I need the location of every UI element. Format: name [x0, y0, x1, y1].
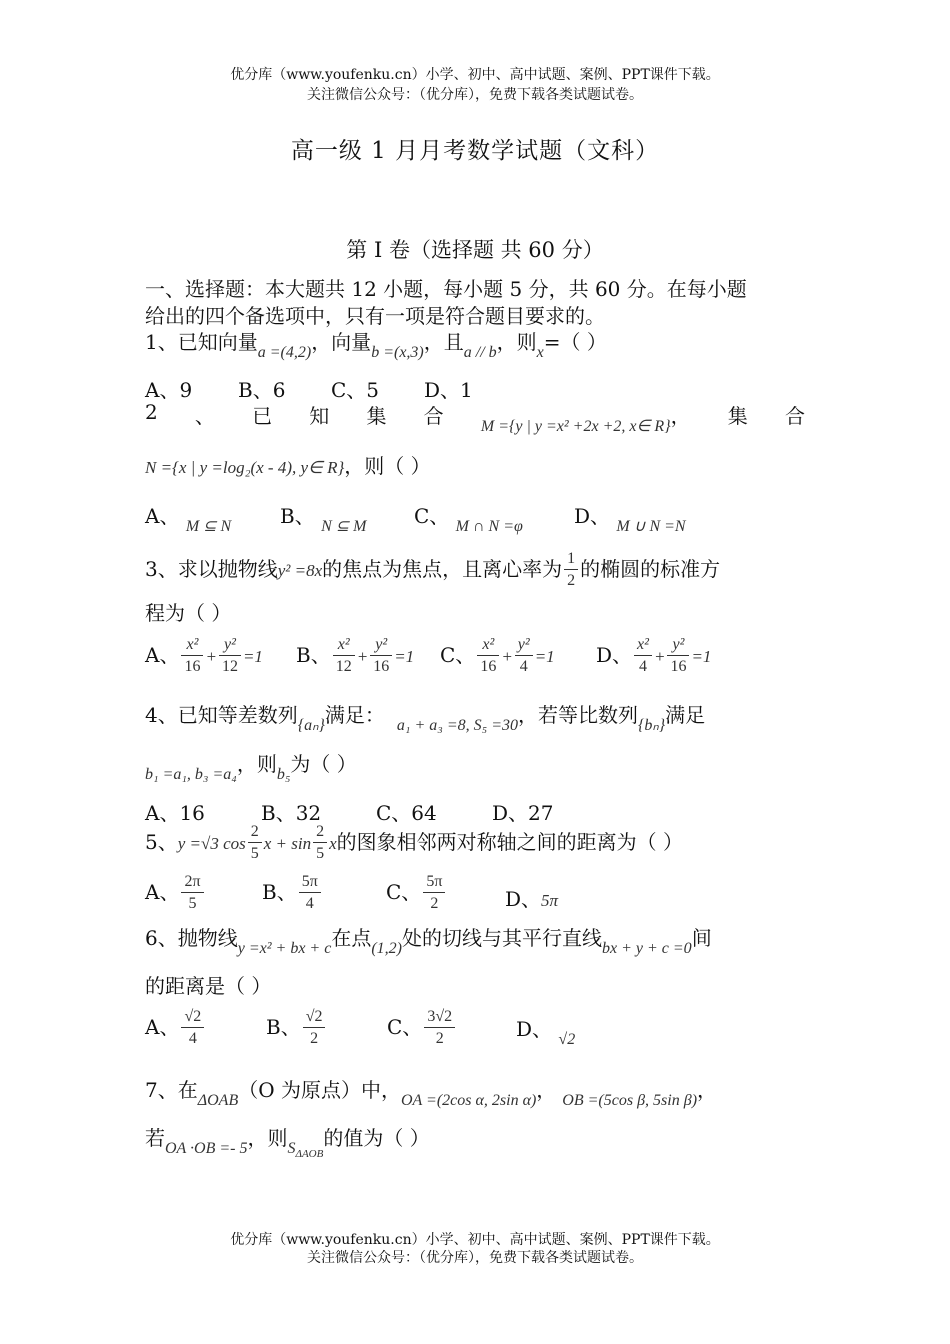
q1-option-c: C、5	[331, 378, 380, 402]
q6-option-a: A、 $\frac{√2}{4}$	[145, 1007, 206, 1050]
q7-math-triangle: ΔOAB	[197, 1092, 239, 1109]
question-5: 5、y =√3 cos $\frac{2}{5}$ x + sin $\frac{2}{5}$ x的图象相邻两对称轴之间的距离为（ ）	[145, 823, 684, 862]
q3-option-d: D、 $\frac{\text{x²}}{4}$ + $\frac{\text{y²}}{16}$ =1	[596, 636, 712, 675]
question-2-line-2	[145, 450, 431, 479]
q7-math-oa: OA =(2cos α, 2sin α)	[401, 1092, 537, 1109]
q2-text: 合	[784, 404, 805, 428]
q1-math-x: x	[536, 344, 544, 361]
q4-math-conditions: a₁ + a₃ =8, S₅ =30	[396, 717, 518, 734]
intro-line-2: 给出的四个备选项中，只有一项是符合题目要求的。	[145, 304, 605, 328]
question-6-line-1: 6、抛物线$_{y =x^2 + bx + c}$在点$_{(1,2)}$处的切线与其平行直线$_{bx + y + c =0}$间	[145, 926, 712, 957]
q1-option-d: D、1	[424, 378, 473, 402]
q2-option-c: C、 $_{M \cap N =\varphi}$	[414, 504, 523, 535]
question-1	[145, 326, 607, 361]
q2-text: ，则（ ）	[344, 454, 431, 478]
q4-option-a: A、16	[145, 801, 205, 825]
q6-math-parabola: y =x² + bx + c	[237, 940, 332, 957]
q3-text: 3、求以抛物线	[145, 557, 278, 581]
q3-math-parabola: y² =8x	[277, 561, 323, 580]
q5-option-a: A、 $\frac{2\pi}{5}$	[145, 872, 206, 915]
q6-option-c: C、 $\frac{3√2}{2}$	[387, 1007, 457, 1050]
q4-math-b-relations: b₁ =a₁, b₃ =a₄	[145, 766, 237, 783]
page-title: 高一级 1 月月考数学试题（文科）	[290, 138, 660, 164]
q2-option-d: D、 $_{M \cup N =N}$	[574, 504, 686, 535]
footer-line-1: 优分库（www.youfenku.cn）小学、初中、高中试题、案例、PPT课件下载。	[230, 1232, 720, 1248]
q4-math-bn: {bₙ}	[637, 717, 666, 734]
footer-line-2: 关注微信公众号：（优分库），免费下载各类试题试卷。	[307, 1250, 643, 1266]
q6-math-point: (1,2)	[371, 940, 402, 957]
q4-option-d: D、27	[492, 801, 554, 825]
q7-math-area: SΔAOB	[287, 1140, 324, 1161]
q3-option-c: C、 $\frac{\text{x²}}{16}$ + $\frac{\text{y²}}{4}$ =1	[440, 636, 555, 675]
q4-option-c: C、64	[376, 801, 437, 825]
q1-option-b: B、6	[238, 378, 286, 402]
q2-text: ，	[670, 404, 691, 428]
q1-text: ，向量	[311, 330, 372, 354]
q3-text: 的焦点为焦点，且离心率为	[322, 557, 563, 581]
q2-text: 合	[423, 404, 444, 428]
q6-option-d: D、 $_{√2}$	[516, 1017, 576, 1048]
q3-option-b: B、 $\frac{\text{x²}}{12}$ + $\frac{\text{y²}}{16}$ =1	[296, 636, 415, 675]
section-heading: 第 I 卷（选择题 共 60 分）	[346, 238, 604, 262]
q6-option-b: B、 $\frac{√2}{2}$	[266, 1007, 327, 1050]
q2-math-set-m: M ={y | y =x² +2x +2, x∈ R}	[480, 418, 671, 435]
question-6-line-2: 的距离是（ ）	[145, 974, 272, 998]
intro-line-1: 一、选择题：本大题共 12 小题，每小题 5 分，共 60 分。在每小题	[145, 277, 747, 301]
question-4-line-1: 4、已知等差数列$_{\{a_n\}}$满足： $_{a_1 + a_3 =8, S_5 =30}$，若等比数列$_{\{b_n\}}$满足	[145, 703, 706, 734]
q2-text: 集	[727, 404, 748, 428]
header-line-2: 关注微信公众号：（优分库），免费下载各类试题试卷。	[307, 87, 643, 103]
q1-text: ，则	[496, 330, 537, 354]
question-7-line-1: 7、在$_{\Delta OAB}$（O 为原点）中，$_{OA =(2cos \alpha, 2sin \alpha)}$， $_{OB =(5cos \beta, 5sin \beta)}$，	[145, 1078, 718, 1109]
q3-text: 的椭圆的标准方	[580, 557, 721, 581]
q4-math-b5: b₅	[276, 766, 291, 783]
q7-math-dot-product: OA ·OB =- 5	[165, 1140, 248, 1157]
q2-math-set-n: N ={x | y =log₂(x - 4), y∈ R}	[145, 458, 345, 477]
q1-math-parallel: a // b	[463, 344, 497, 361]
q5-option-d: D、5π	[505, 887, 559, 911]
q2-text: 2	[145, 400, 158, 424]
q6-math-line: bx + y + c =0	[601, 940, 692, 957]
question-2-line-1	[145, 400, 805, 435]
q1-math-b: b =(x,3)	[371, 344, 424, 361]
q5-option-b: B、 $\frac{5\pi}{4}$	[262, 872, 323, 915]
question-4-line-2: $_{b_1 =a_1, b_3 =a_4}$，则$_{b_5}$为（ ）	[145, 752, 357, 783]
q5-option-c: C、 $\frac{5\pi}{2}$	[386, 872, 447, 915]
q7-math-ob: OB =(5cos β, 5sin β)	[562, 1092, 698, 1109]
q1-math-a: a =(4,2)	[257, 344, 312, 361]
q1-option-a: A、9	[145, 378, 193, 402]
q2-text: 集	[366, 404, 387, 428]
q4-option-b: B、32	[261, 801, 322, 825]
q2-text: 知	[309, 404, 330, 428]
q2-text: 、	[194, 404, 215, 428]
q2-text: 已	[252, 404, 273, 428]
q1-text: 1、已知向量	[145, 330, 258, 354]
q3-fraction-half: $\frac{1}{2}$	[564, 549, 578, 592]
header-line-1: 优分库（www.youfenku.cn）小学、初中、高中试题、案例、PPT课件下载。	[230, 67, 720, 83]
q2-option-a: A、 $_{M ⊆ N}$	[145, 504, 232, 535]
question-7-line-2: 若$_{OA \cdot OB =- 5}$，则$_{S_{\Delta AOB}}$的值为（ ）	[145, 1126, 430, 1161]
question-3-line-1	[145, 549, 720, 592]
q4-math-an: {aₙ}	[297, 717, 325, 734]
q1-text: ，且	[423, 330, 464, 354]
q1-text: =（ ）	[543, 330, 607, 354]
question-3-line-2: 程为（ ）	[145, 601, 232, 625]
q2-option-b: B、 $_{N ⊆ M}$	[280, 504, 367, 535]
q3-option-a: A、 $\frac{\text{x²}}{16}$ + $\frac{\text{y²}}{12}$ =1	[145, 636, 263, 675]
